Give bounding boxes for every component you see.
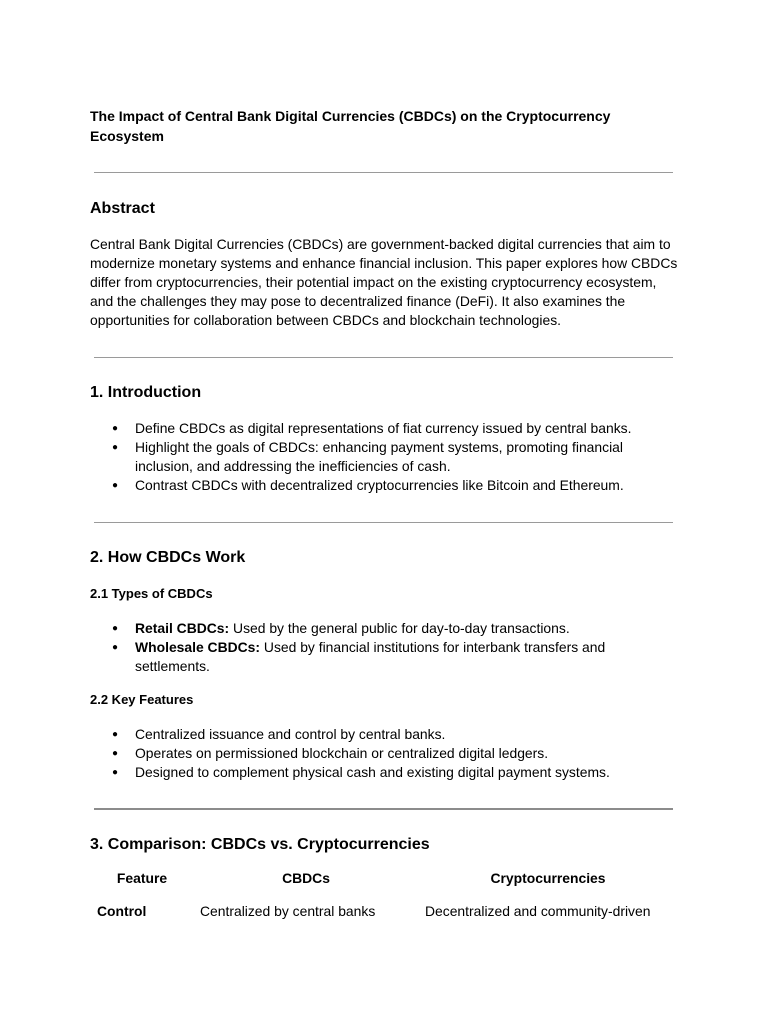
- list-item: [90, 619, 650, 638]
- table-cell-cbdcs: Centralized by central banks: [200, 903, 376, 919]
- list-item: ● Operates on permissioned blockchain or centralized digital ledgers.: [90, 744, 650, 763]
- abstract-text: Central Bank Digital Currencies (CBDCs) are government-backed digital currencies that aim to modernize monetary systems and enhance financial inclusion. This paper explores how CBDCs differ from cryptocurrencies, their potential impact on the existing cryptocurrency ecosystem, and the challenges they may pose to decentralized finance (DeFi). It also examines the opportunities for collaboration between CBDCs and blockchain technologies.: [90, 236, 678, 328]
- list-item: ● Define CBDCs as digital representations of fiat currency issued by central banks.: [90, 419, 650, 438]
- table-cell-cryptocurrencies: Decentralized and community-driven: [425, 903, 651, 919]
- table-header-cryptocurrencies: Cryptocurrencies: [490, 870, 606, 886]
- key-features-heading: 2.2 Key Features: [90, 692, 194, 707]
- list-item: ● Highlight the goals of CBDCs: enhancing payment systems, promoting financial inclusion, and addressing the inefficiencies of cash.: [90, 438, 650, 476]
- list-item: [90, 638, 650, 676]
- divider: [94, 357, 673, 358]
- table-cell-feature: Control: [97, 903, 147, 919]
- list-item: ● Designed to complement physical cash and existing digital payment systems.: [90, 763, 650, 782]
- introduction-heading: 1. Introduction: [90, 384, 202, 401]
- how-cbdcs-work-heading: 2. How CBDCs Work: [90, 549, 246, 566]
- divider: [94, 172, 673, 173]
- divider: [94, 808, 673, 810]
- list-item: ● Centralized issuance and control by central banks.: [90, 725, 650, 744]
- list-item-text: Used by financial institutions for interbank transfers and settlements.: [135, 639, 606, 674]
- list-item: ● Contrast CBDCs with decentralized cryptocurrencies like Bitcoin and Ethereum.: [90, 476, 650, 495]
- features-list: [90, 725, 650, 782]
- divider: [94, 522, 673, 523]
- comparison-heading: 3. Comparison: CBDCs vs. Cryptocurrencies: [90, 836, 430, 853]
- abstract-heading: Abstract: [90, 200, 155, 217]
- table-header-cbdcs: CBDCs: [282, 870, 330, 886]
- list-item-term: Retail CBDCs:: [135, 620, 230, 636]
- types-of-cbdcs-heading: 2.1 Types of CBDCs: [90, 586, 213, 601]
- document-title: The Impact of Central Bank Digital Currencies (CBDCs) on the Cryptocurrency Ecosystem: [90, 108, 611, 144]
- introduction-list: [90, 419, 650, 495]
- table-header-feature: Feature: [116, 870, 168, 886]
- list-item-text: Used by the general public for day-to-day transactions.: [229, 620, 570, 636]
- list-item-term: Wholesale CBDCs:: [135, 639, 261, 655]
- types-list: [90, 619, 650, 676]
